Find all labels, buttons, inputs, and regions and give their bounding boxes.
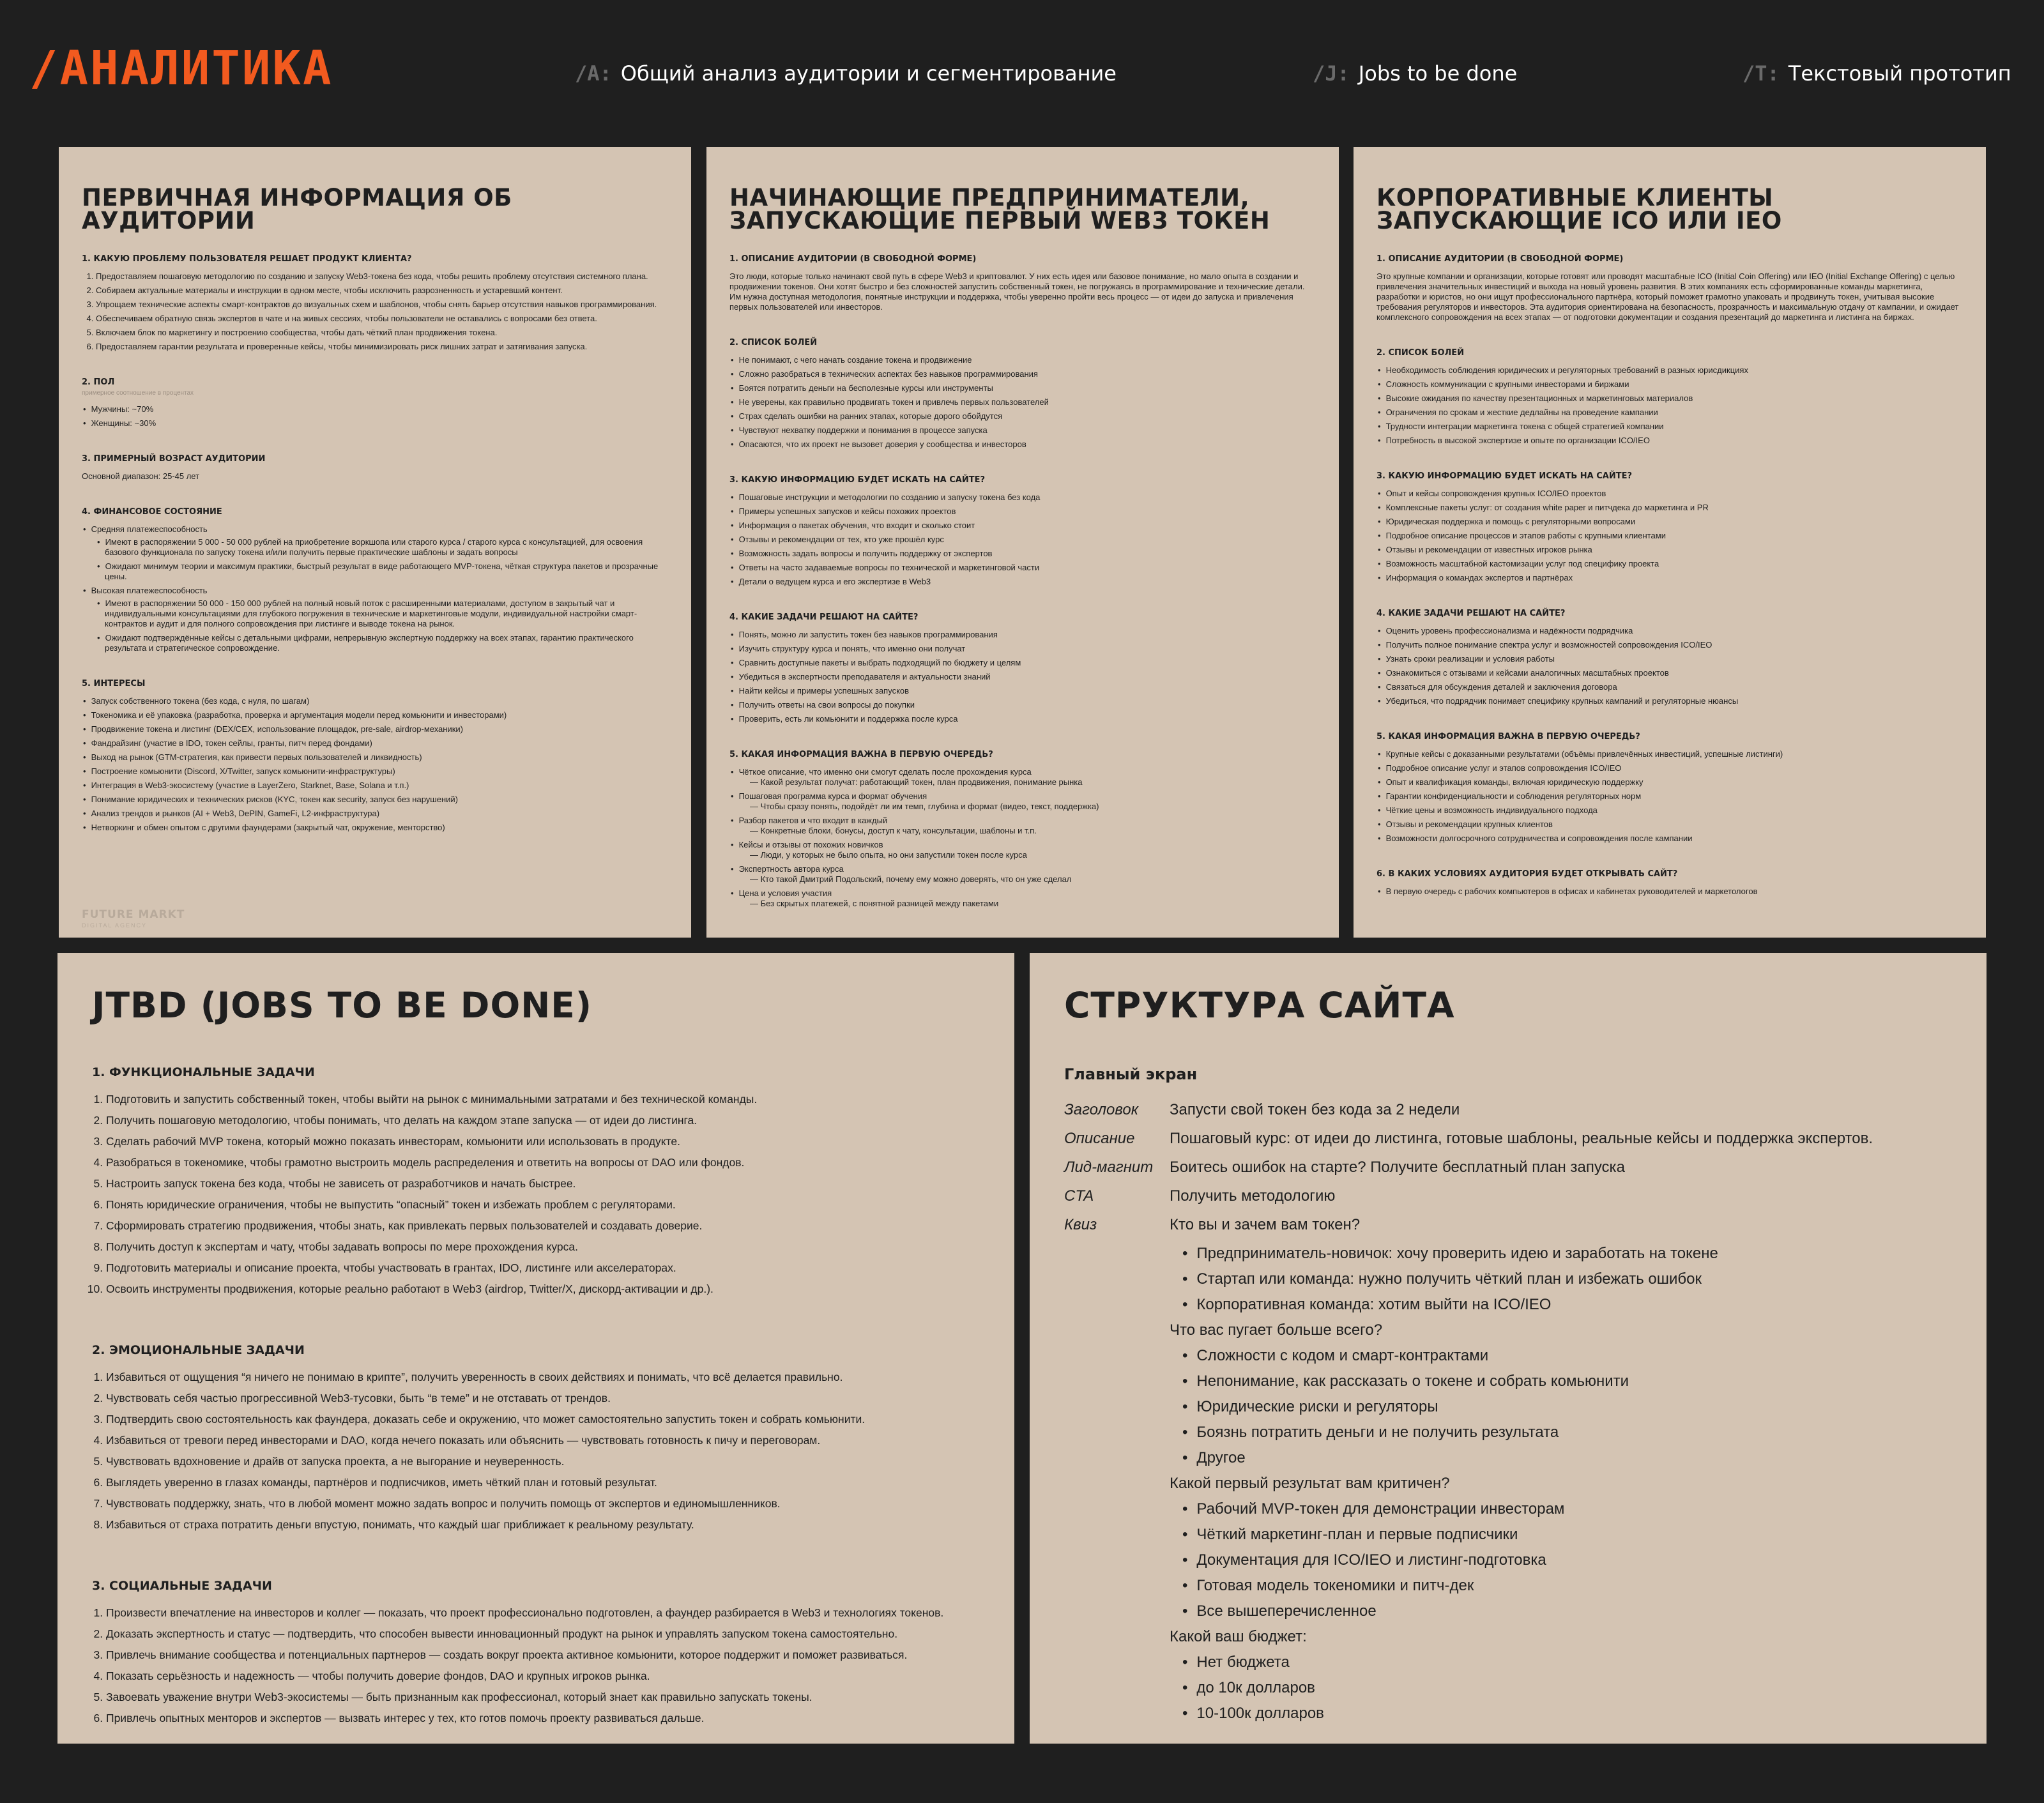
list-item: • Нетворкинг и обмен опытом с другими фаундерами (закрытый чат, окружение, менторство) — [91, 823, 668, 833]
list-item: • Понять, можно ли запустить токен без навыков программирования — [738, 630, 1316, 640]
section-subtitle: примерное соотношение в процентах — [82, 390, 194, 397]
list-item: 4. Показать серьёзность и надежность — чтобы получить доверие фондов, DAO и крупных игроков рынка. — [106, 1669, 980, 1683]
list-item: • Примеры успешных запусков и кейсы похожих проектов — [738, 506, 1316, 517]
list-item: • Ожидают подтверждённые кейсы с детальными цифрами, непрерывную экспертную поддержку на всех этапах, гарантию практического результата и стратегическое сопровождение. — [105, 633, 668, 653]
structure-row — [1064, 1215, 1952, 1235]
card-title: JTBD (JOBS TO BE DONE) — [92, 985, 592, 1026]
audience-description-section — [729, 254, 1316, 312]
beginner-founders-card — [706, 147, 1339, 938]
quiz-option: • Непонимание, как рассказать о токене и собрать комьюнити — [1182, 1371, 1952, 1391]
list-item: 7. Сформировать стратегию продвижения, чтобы знать, как привлекать первых пользователей и создавать доверие. — [106, 1219, 980, 1233]
social-tasks-section — [92, 1579, 980, 1725]
list-item: • Крупные кейсы с доказанными результатами (объёмы привлечённых инвестиций, успешные листинги) — [1385, 749, 1963, 759]
section-title: 3. СОЦИАЛЬНЫЕ ЗАДАЧИ — [92, 1579, 272, 1593]
list-item: • Возможность масштабной кастомизации услуг под специфику проекта — [1385, 559, 1963, 569]
list-item: • Ознакомиться с отзывами и кейсами аналогичных масштабных проектов — [1385, 668, 1963, 678]
section-title: 1. ОПИСАНИЕ АУДИТОРИИ (В СВОБОДНОЙ ФОРМЕ) — [1377, 254, 1624, 264]
quiz-option: • Юридические риски и регуляторы — [1182, 1397, 1952, 1417]
list-item: • Мужчины: ~70% — [91, 404, 668, 415]
list-item — [91, 586, 668, 653]
screen-title: Главный экран — [1064, 1065, 1198, 1083]
list-item — [738, 840, 1316, 860]
list-item: • Необходимость соблюдения юридических и регуляторных требований в разных юрисдикциях — [1385, 365, 1963, 376]
quiz-option: • Стартап или команда: нужно получить чёткий план и избежать ошибок — [1182, 1269, 1952, 1289]
row-label: Квиз — [1064, 1216, 1097, 1233]
section-title: 5. КАКАЯ ИНФОРМАЦИЯ ВАЖНА В ПЕРВУЮ ОЧЕРЕДЬ? — [1377, 732, 1640, 742]
nav-text-prototype[interactable] — [1743, 61, 2011, 86]
list-item: 4. Избавиться от тревоги перед инвесторами и DAO, когда нечего показать или объяснить — чувствовать готовность к пичу и переговорам. — [106, 1433, 980, 1447]
list-item: • Комплексные пакеты услуг: от создания white paper и питчдека до маркетинга и PR — [1385, 503, 1963, 513]
list-item: 3. Подтвердить свою состоятельность как фаундера, доказать себе и окружению, что может самостоятельно запустить токен и собрать комьюнити. — [106, 1412, 980, 1426]
list-item: • Возможность задать вопросы и получить поддержку от экспертов — [738, 549, 1316, 559]
quiz-option: • Сложности с кодом и смарт-контрактами — [1182, 1346, 1952, 1366]
list-item: • Токеномика и её упаковка (разработка, проверка и аргументация модели перед комьюнити и инвесторами) — [91, 710, 668, 720]
section-title: 6. В КАКИХ УСЛОВИЯХ АУДИТОРИЯ БУДЕТ ОТКРЫВАТЬ САЙТ? — [1377, 869, 1678, 879]
list-item: 4. Разобраться в токеномике, чтобы грамотно выстроить модель распределения и ответить на вопросы от DAO или фондов. — [106, 1155, 980, 1169]
list-item: • Имеют в распоряжении 50 000 - 150 000 рублей на полный новый поток с расширенными материалами, доступом в закрытый чат и индивидуальными консультациями для глубокого погружения в технические и маркетинговые модули, индивидуальной настройки смарт-контрактов и аудит и для полного сопровождения при листинге и выводе токена на рынок. — [105, 598, 668, 629]
finance-level: Высокая платежеспособность — [91, 586, 208, 595]
structure-row — [1064, 1186, 1952, 1206]
list-item: 1. Предоставляем пошаговую методологию по созданию и запуску Web3-токена без кода, чтобы решить проблему отсутствия системного плана. — [96, 271, 668, 282]
section-title: 1. КАКУЮ ПРОБЛЕМУ ПОЛЬЗОВАТЕЛЯ РЕШАЕТ ПРОДУКТ КЛИЕНТА? — [82, 254, 412, 264]
list-item: • Понимание юридических и технических рисков (KYC, токен как security, запуск без нарушений) — [91, 795, 668, 805]
interests-section — [82, 679, 668, 833]
section-title: 2. СПИСОК БОЛЕЙ — [1377, 348, 1465, 358]
section-title: 4. КАКИЕ ЗАДАЧИ РЕШАЮТ НА САЙТЕ? — [729, 612, 919, 622]
item-note: — Конкретные блоки, бонусы, доступ к чату, консультации, шаблоны и т.п. — [750, 826, 1037, 835]
list-item: 8. Получить доступ к экспертам и чату, чтобы задавать вопросы по мере прохождения курса. — [106, 1240, 980, 1254]
list-item: • Изучить структуру курса и понять, что именно они получат — [738, 644, 1316, 654]
list-item: 1. Подготовить и запустить собственный токен, чтобы выйти на рынок с минимальными затратами и без технической команды. — [106, 1092, 980, 1106]
list-item: • Информация о командах экспертов и партнёрах — [1385, 573, 1963, 583]
section-title: 1. ОПИСАНИЕ АУДИТОРИИ (В СВОБОДНОЙ ФОРМЕ) — [729, 254, 977, 264]
list-item: • Не понимают, с чего начать создание токена и продвижение — [738, 355, 1316, 365]
list-item — [738, 791, 1316, 812]
list-item: 10. Освоить инструменты продвижения, которые реально работают в Web3 (airdrop, Twitter/X, дискорд-активации и др.). — [106, 1282, 980, 1296]
nav-audience-analysis[interactable] — [575, 61, 1117, 86]
item-note: — Чтобы сразу понять, подойдёт ли им темп, глубина и формат (видео, текст, поддержка) — [750, 802, 1099, 811]
list-item: • Анализ трендов и рынков (AI + Web3, DePIN, GameFi, L2-инфраструктура) — [91, 809, 668, 819]
list-item: 2. Доказать экспертность и статус — подтвердить, что способен вывести инновационный продукт на рынок и управлять запуском токена самостоятельно. — [106, 1627, 980, 1641]
description-text: Это люди, которые только начинают свой путь в сфере Web3 и криптовалют. У них есть идея или базовое понимание, но мало опыта в создании и продвижении токенов. Они хотят быстро и без сложностей запустить собственный токен, не погружаясь в программирование и технические детали. Им нужна доступная методология, понятные инструкции и поддержка, чтобы уверенно пройти весь процесс — от идеи до запуска и привлечения первых пользователей или инвесторов. — [729, 271, 1305, 312]
quiz-option: • Рабочий MVP-токен для демонстрации инвесторам — [1182, 1499, 1952, 1519]
list-item: 5. Настроить запуск токена без кода, чтобы не зависеть от разработчиков и начать быстрее. — [106, 1176, 980, 1191]
list-item: • Опыт и квалификация команды, включая юридическую поддержку — [1385, 777, 1963, 787]
list-item: • Отзывы и рекомендации крупных клиентов — [1385, 819, 1963, 830]
site-structure-card — [1030, 953, 1987, 1744]
list-item: • Информация о пакетах обучения, что входит и сколько стоит — [738, 521, 1316, 531]
quiz-question: Какой первый результат вам критичен? — [1170, 1475, 1450, 1492]
list-item: • Построение комьюнити (Discord, X/Twitter, запуск комьюнити-инфраструктуры) — [91, 766, 668, 777]
list-item: • Отзывы и рекомендации от известных игроков рынка — [1385, 545, 1963, 555]
section-title: 2. СПИСОК БОЛЕЙ — [729, 338, 818, 347]
list-item: • Женщины: ~30% — [91, 418, 668, 429]
list-item: • Потребность в высокой экспертизе и опыте по организации ICO/IEO — [1385, 436, 1963, 446]
row-label: Описание — [1064, 1130, 1135, 1147]
info-search-section — [1377, 471, 1963, 583]
list-item: • Возможности долгосрочного сотрудничества и сопровождения после кампании — [1385, 833, 1963, 844]
nav-label: Текстовый прототип — [1788, 61, 2011, 86]
item-text: Цена и условия участия — [738, 888, 832, 898]
list-item: • Подробное описание процессов и этапов работы с крупными клиентами — [1385, 531, 1963, 541]
row-label: Заголовок — [1064, 1101, 1139, 1118]
priority-info-section — [1377, 732, 1963, 844]
list-item: • Чувствуют нехватку поддержки и понимания в процессе запуска — [738, 425, 1316, 436]
list-item: • Отзывы и рекомендации от тех, кто уже прошёл курс — [738, 535, 1316, 545]
list-item: 5. Завоевать уважение внутри Web3-экосистемы — быть признанным как профессионал, который знает как правильно запускать токены. — [106, 1690, 980, 1704]
row-value: Пошаговый курс: от идеи до листинга, готовые шаблоны, реальные кейсы и поддержка экспертов. — [1170, 1130, 1873, 1147]
quiz-option: • Документация для ICO/IEO и листинг-подготовка — [1182, 1550, 1952, 1570]
list-item: • Имеют в распоряжении 5 000 - 50 000 рублей на приобретение воркшопа или старого курса / старого курса с консультацией, для освоения базового функционала по запуску токена и/или получить первые практические шаблоны и задать вопросы — [105, 537, 668, 558]
list-item: 3. Сделать рабочий MVP токена, который можно показать инвесторам, комьюнити или использовать в продукте. — [106, 1134, 980, 1148]
tasks-section — [1377, 609, 1963, 706]
problem-section — [82, 254, 668, 352]
list-item: • Трудности интеграции маркетинга токена с общей стратегией компании — [1385, 422, 1963, 432]
pains-section — [729, 338, 1316, 450]
list-item: 1. Произвести впечатление на инвесторов и коллег — показать, что проект профессионально подготовлен, а фаундер разбирается в Web3 и технологиях токенов. — [106, 1606, 980, 1620]
nav-label: Jobs to be done — [1358, 61, 1518, 86]
list-item: • В первую очередь с рабочих компьютеров в офисах и кабинетах руководителей и маркетологов — [1385, 886, 1963, 897]
nav-prefix: /J: — [1313, 61, 1350, 86]
functional-tasks-section — [92, 1065, 980, 1296]
card-title: СТРУКТУРА САЙТА — [1064, 985, 1455, 1026]
list-item: 2. Собираем актуальные материалы и инструкции в одном месте, чтобы исключить разрозненность и устаревший контент. — [96, 285, 668, 296]
jtbd-card — [57, 953, 1014, 1744]
age-section — [82, 454, 668, 482]
quiz-option: • Боязнь потратить деньги и не получить результата — [1182, 1422, 1952, 1442]
finance-section — [82, 507, 668, 653]
list-item: • Ограничения по срокам и жесткие дедлайны на проведение кампании — [1385, 407, 1963, 418]
pains-section — [1377, 348, 1963, 446]
item-text: Чёткое описание, что именно они смогут сделать после прохождения курса — [738, 767, 1032, 777]
quiz-option: • Предприниматель-новичок: хочу проверить идею и заработать на токене — [1182, 1244, 1952, 1263]
age-text: Основной диапазон: 25-45 лет — [82, 471, 200, 481]
list-item: • Не уверены, как правильно продвигать токен и привлечь первых пользователей — [738, 397, 1316, 407]
item-note: — Люди, у которых не было опыта, но они запустили токен после курса — [750, 850, 1027, 860]
section-title: 2. ЭМОЦИОНАЛЬНЫЕ ЗАДАЧИ — [92, 1343, 305, 1357]
list-item: • Подробное описание услуг и этапов сопровождения ICO/IEO — [1385, 763, 1963, 773]
list-item: • Фандрайзинг (участие в IDO, токен сейлы, гранты, питч перед фондами) — [91, 738, 668, 749]
list-item: 5. Включаем блок по маркетингу и построению сообщества, чтобы дать чёткий план продвижения токена. — [96, 328, 668, 338]
agency-logo-subtitle: DIGITAL AGENCY — [82, 922, 148, 929]
item-note: — Какой результат получат: работающий токен, план продвижения, понимание рынка — [750, 777, 1083, 787]
list-item: • Продвижение токена и листинг (DEX/CEX, использование площадок, pre-sale, airdrop-механики) — [91, 724, 668, 734]
list-item: • Юридическая поддержка и помощь с регуляторными вопросами — [1385, 517, 1963, 527]
list-item: • Сложность коммуникации с крупными инвесторами и биржами — [1385, 379, 1963, 390]
quiz-option: • Нет бюджета — [1182, 1652, 1952, 1672]
list-item: 2. Получить пошаговую методологию, чтобы понимать, что делать на каждом этапе запуска — от идеи до листинга. — [106, 1113, 980, 1127]
row-value: Запусти свой токен без кода за 2 недели — [1170, 1101, 1460, 1118]
list-item: 1. Избавиться от ощущения “я ничего не понимаю в крипте”, получить уверенность в своих действиях и понимать, что всё делается правильно. — [106, 1370, 980, 1384]
section-title: 2. ПОЛ — [82, 377, 115, 387]
list-item: • Опыт и кейсы сопровождения крупных ICO/IEO проектов — [1385, 489, 1963, 499]
usage-conditions-section — [1377, 869, 1963, 897]
info-search-section — [729, 475, 1316, 587]
quiz-option: • до 10к долларов — [1182, 1678, 1952, 1698]
row-value: Получить методологию — [1170, 1187, 1336, 1205]
list-item: 6. Выглядеть уверенно в глазах команды, партнёров и подписчиков, иметь чёткий план и готовый результат. — [106, 1475, 980, 1489]
item-text: Пошаговая программа курса и формат обучения — [738, 791, 927, 801]
list-item: 5. Чувствовать вдохновение и драйв от запуска проекта, а не выгорание и неуверенность. — [106, 1454, 980, 1468]
quiz-option: • Корпоративная команда: хотим выйти на ICO/IEO — [1182, 1295, 1952, 1314]
nav-jtbd[interactable] — [1313, 61, 1517, 86]
list-item: • Получить ответы на свои вопросы до покупки — [738, 700, 1316, 710]
section-title: 5. ИНТЕРЕСЫ — [82, 679, 146, 688]
section-title: 1. ФУНКЦИОНАЛЬНЫЕ ЗАДАЧИ — [92, 1065, 315, 1079]
list-item: • Опасаются, что их проект не вызовет доверия у сообщества и инвесторов — [738, 439, 1316, 450]
list-item — [738, 864, 1316, 885]
card-title: КОРПОРАТИВНЫЕ КЛИЕНТЫ ЗАПУСКАЮЩИЕ ICO ИЛИ IEO — [1377, 184, 1782, 234]
structure-row — [1064, 1129, 1952, 1148]
list-item: • Оценить уровень профессионализма и надёжности подрядчика — [1385, 626, 1963, 636]
item-text: Кейсы и отзывы от похожих новичков — [738, 840, 883, 849]
priority-info-section — [729, 750, 1316, 909]
quiz-question: Что вас пугает больше всего? — [1170, 1321, 1383, 1339]
section-title: 3. ПРИМЕРНЫЙ ВОЗРАСТ АУДИТОРИИ — [82, 454, 266, 464]
quiz-option: • Все вышеперечисленное — [1182, 1601, 1952, 1621]
gender-section — [82, 377, 668, 429]
list-item: • Детали о ведущем курса и его экспертизе в Web3 — [738, 577, 1316, 587]
list-item: • Боятся потратить деньги на бесполезные курсы или инструменты — [738, 383, 1316, 393]
corporate-clients-card — [1354, 147, 1986, 938]
list-item: • Высокие ожидания по качеству презентационных и маркетинговых материалов — [1385, 393, 1963, 404]
list-item: • Чёткие цены и возможность индивидуального подхода — [1385, 805, 1963, 816]
agency-logo: FUTURE MARKT — [82, 908, 185, 921]
description-text: Это крупные компании и организации, которые готовят или проводят масштабные ICO (Initial Coin Offering) или IEO (Initial Exchange Offering) с целью привлечения значительных инвестиций и выхода на новый уровень развития. В этих компаниях есть сформированные команды маркетинга, разработки и юристов, но они ищут профессионального партнёра, который поможет грамотно упаковать и продвинуть токен, учитывая высокие требования регуляторов и инвесторов. Эта аудитория ориентирована на безопасность, прозрачность и максимальную отдачу от кампании, и ожидает комплексного сопровождения на всех этапах — от подготовки документации и создания презентаций до маркетинга и листинга на биржах. — [1377, 271, 1959, 322]
finance-level: Средняя платежеспособность — [91, 524, 208, 534]
emotional-tasks-section — [92, 1343, 980, 1532]
quiz-option: • Готовая модель токеномики и питч-дек — [1182, 1576, 1952, 1595]
list-item: • Интеграция в Web3-экосистему (участие в LayerZero, Starknet, Base, Solana и т.п.) — [91, 780, 668, 791]
list-item: • Ожидают минимум теории и максимум практики, быстрый результат в виде работающего MVP-токена, чёткая структура пакетов и прозрачные цены. — [105, 561, 668, 582]
list-item: 9. Подготовить материалы и описание проекта, чтобы участвовать в грантах, IDO, листинге или акселераторах. — [106, 1261, 980, 1275]
list-item: • Убедиться в экспертности преподавателя и актуальности знаний — [738, 672, 1316, 682]
structure-row — [1064, 1100, 1952, 1120]
page-title: /АНАЛИТИКА — [29, 41, 333, 96]
item-note: — Без скрытых платежей, с понятной разницей между пакетами — [750, 899, 999, 908]
list-item: 6. Привлечь опытных менторов и экспертов — вызвать интерес у тех, кто готов помочь проекту развиваться дальше. — [106, 1711, 980, 1725]
tasks-section — [729, 612, 1316, 724]
structure-row — [1064, 1157, 1952, 1177]
list-item: • Узнать сроки реализации и условия работы — [1385, 654, 1963, 664]
list-item: 2. Чувствовать себя частью прогрессивной Web3-тусовки, быть “в теме” и не отставать от трендов. — [106, 1391, 980, 1405]
item-text: Экспертность автора курса — [738, 864, 844, 874]
item-note: — Кто такой Дмитрий Подольский, почему ему можно доверять, что он уже сделал — [750, 874, 1072, 884]
list-item — [738, 767, 1316, 787]
card-title: НАЧИНАЮЩИЕ ПРЕДПРИНИМАТЕЛИ, ЗАПУСКАЮЩИЕ ПЕРВЫЙ WEB3 ТОКЕН — [729, 184, 1270, 234]
section-title: 4. ФИНАНСОВОЕ СОСТОЯНИЕ — [82, 507, 222, 517]
item-text: Разбор пакетов и что входит в каждый — [738, 816, 888, 825]
nav-label: Общий анализ аудитории и сегментирование — [620, 61, 1117, 86]
nav-prefix: /A: — [575, 61, 612, 86]
list-item: • Убедиться, что подрядчик понимает специфику крупных кампаний и регуляторные нюансы — [1385, 696, 1963, 706]
list-item: 3. Упрощаем технические аспекты смарт-контрактов до визуальных схем и шаблонов, чтобы снять барьер отсутствия навыков программирования. — [96, 300, 668, 310]
section-title: 5. КАКАЯ ИНФОРМАЦИЯ ВАЖНА В ПЕРВУЮ ОЧЕРЕДЬ? — [729, 750, 993, 759]
card-title: ПЕРВИЧНАЯ ИНФОРМАЦИЯ ОБ АУДИТОРИИ — [82, 184, 512, 234]
list-item — [738, 816, 1316, 836]
list-item: • Проверить, есть ли комьюнити и поддержка после курса — [738, 714, 1316, 724]
quiz-option: • Чёткий маркетинг-план и первые подписчики — [1182, 1525, 1952, 1544]
list-item: • Сравнить доступные пакеты и выбрать подходящий по бюджету и целям — [738, 658, 1316, 668]
quiz-option: • Другое — [1182, 1448, 1952, 1468]
quiz-question: Какой ваш бюджет: — [1170, 1628, 1307, 1645]
list-item: • Ответы на часто задаваемые вопросы по технической и маркетинговой части — [738, 563, 1316, 573]
list-item: 8. Избавиться от страха потратить деньги впустую, понимать, что каждый шаг приближает к реальному результату. — [106, 1518, 980, 1532]
list-item: • Пошаговые инструкции и методологии по созданию и запуску токена без кода — [738, 492, 1316, 503]
list-item: 7. Чувствовать поддержку, знать, что в любой момент можно задать вопрос и получить помощь от экспертов и единомышленников. — [106, 1496, 980, 1510]
audience-description-section — [1377, 254, 1963, 323]
section-title: 3. КАКУЮ ИНФОРМАЦИЮ БУДЕТ ИСКАТЬ НА САЙТЕ? — [729, 475, 986, 485]
list-item: • Выход на рынок (GTM-стратегия, как привести первых пользователей и ликвидность) — [91, 752, 668, 763]
row-value: Боитесь ошибок на старте? Получите бесплатный план запуска — [1170, 1159, 1625, 1176]
row-label: CTA — [1064, 1187, 1094, 1205]
list-item: 4. Обеспечиваем обратную связь экспертов в чате и на живых сессиях, чтобы пользователи не оставались с вопросами без ответа. — [96, 314, 668, 324]
row-label: Лид-магнит — [1064, 1159, 1154, 1176]
list-item: • Страх сделать ошибки на ранних этапах, которые дорого обойдутся — [738, 411, 1316, 422]
list-item: • Сложно разобраться в технических аспектах без навыков программирования — [738, 369, 1316, 379]
list-item: • Запуск собственного токена (без кода, с нуля, по шагам) — [91, 696, 668, 706]
audience-info-card — [59, 147, 691, 938]
nav-prefix: /T: — [1743, 61, 1780, 86]
list-item: • Получить полное понимание спектра услуг и возможностей сопровождения ICO/IEO — [1385, 640, 1963, 650]
row-value: Кто вы и зачем вам токен? — [1170, 1216, 1361, 1233]
list-item — [91, 524, 668, 582]
section-title: 3. КАКУЮ ИНФОРМАЦИЮ БУДЕТ ИСКАТЬ НА САЙТЕ? — [1377, 471, 1633, 481]
list-item: • Гарантии конфиденциальности и соблюдения регуляторных норм — [1385, 791, 1963, 802]
list-item: • Найти кейсы и примеры успешных запусков — [738, 686, 1316, 696]
list-item: 3. Привлечь внимание сообщества и потенциальных партнеров — создать вокруг проекта активное комьюнити, которое поддержит и поможет развиваться. — [106, 1648, 980, 1662]
quiz-option: • 10-100к долларов — [1182, 1703, 1952, 1723]
list-item: 6. Понять юридические ограничения, чтобы не выпустить “опасный” токен и избежать проблем с регуляторами. — [106, 1198, 980, 1212]
list-item — [738, 888, 1316, 909]
list-item: • Связаться для обсуждения деталей и заключения договора — [1385, 682, 1963, 692]
section-title: 4. КАКИЕ ЗАДАЧИ РЕШАЮТ НА САЙТЕ? — [1377, 609, 1566, 618]
list-item: 6. Предоставляем гарантии результата и проверенные кейсы, чтобы минимизировать риск лишних затрат и затягивания запуска. — [96, 342, 668, 352]
